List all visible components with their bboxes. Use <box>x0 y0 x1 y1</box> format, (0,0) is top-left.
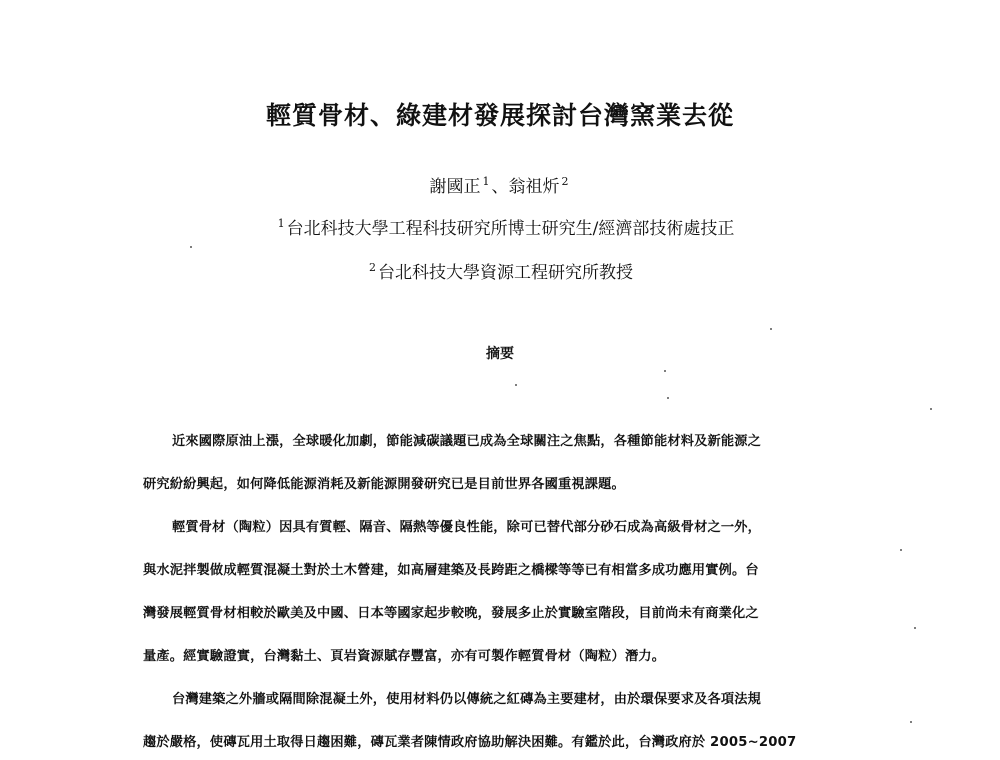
scan-speck <box>770 328 772 330</box>
abstract-line: 趨於嚴格，使磚瓦用土取得日趨困難，磚瓦業者陳情政府協助解決困難。有鑑於此，台灣政府於 2005~2007 <box>143 735 797 750</box>
author-name: 謝國正 <box>429 177 481 197</box>
abstract-line: 與水泥拌製做成輕質混凝土對於土木營建，如高層建築及長跨距之橋樑等等已有相當多成功應用實例。台 <box>143 563 759 578</box>
scan-speck <box>900 549 902 551</box>
scan-speck <box>515 384 517 386</box>
author-affiliation-mark: 2 <box>561 175 569 188</box>
abstract-line: 量產。經實驗證實，台灣黏土、頁岩資源賦存豐富，亦有可製作輕質骨材（陶粒）潛力。 <box>143 649 666 664</box>
abstract-heading: 摘要 <box>486 346 514 362</box>
affiliation-mark: 2 <box>369 261 376 274</box>
author-name: 翁祖炘 <box>508 177 560 197</box>
abstract-line: 灣發展輕質骨材相較於歐美及中國、日本等國家起步較晚，發展多止於實驗室階段，目前尚未有商業化之 <box>143 606 759 621</box>
scan-speck <box>914 627 916 629</box>
paper-title: 輕質骨材、綠建材發展探討台灣窯業去從 <box>265 101 734 130</box>
scan-speck <box>667 397 669 399</box>
author-line <box>0 172 1000 197</box>
abstract-line: 輕質骨材（陶粒）因具有質輕、隔音、隔熱等優良性能，除可已替代部分砂石成為高級骨材之一外， <box>172 520 762 535</box>
author-separator: 、 <box>491 177 509 197</box>
author-affiliation-mark: 1 <box>482 175 490 188</box>
abstract-line: 研究紛紛興起，如何降低能源消耗及新能源開發研究已是目前世界各國重視課題。 <box>143 477 625 492</box>
affiliation-mark: 1 <box>277 217 285 230</box>
scan-speck <box>664 370 666 372</box>
affiliation-text: 台北科技大學工程科技研究所博士研究生/經濟部技術處技正 <box>286 219 735 239</box>
affiliation-text: 台北科技大學資源工程研究所教授 <box>378 263 633 283</box>
scan-speck <box>190 246 192 248</box>
scan-speck <box>930 408 932 410</box>
abstract-line: 近來國際原油上漲，全球暖化加劇，節能減碳議題已成為全球關注之焦點，各種節能材料及新能源之 <box>172 434 762 449</box>
scan-speck <box>910 721 912 723</box>
affiliation-1 <box>0 214 1000 239</box>
affiliation-2 <box>0 258 1000 283</box>
abstract-line: 台灣建築之外牆或隔間除混凝土外，使用材料仍以傳統之紅磚為主要建材，由於環保要求及各項法規 <box>172 692 762 707</box>
